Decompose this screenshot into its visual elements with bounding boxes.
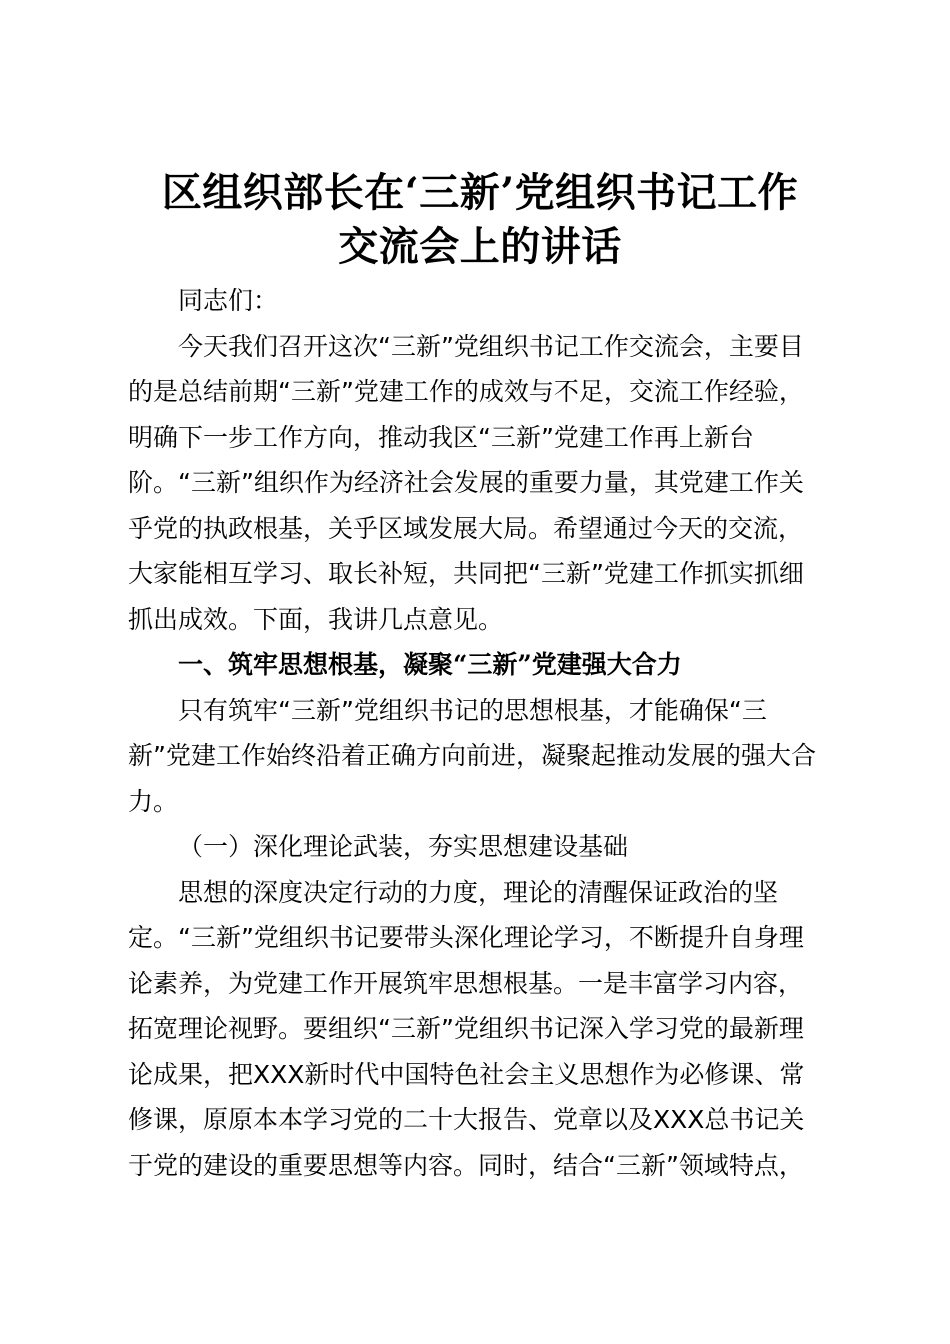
body-line: 的是总结前期“三新”党建工作的成效与不足，交流工作经验， <box>128 377 804 406</box>
body-line: 大家能相互学习、取长补短，共同把“三新”党建工作抓实抓细 <box>128 559 804 588</box>
body-line: 明确下一步工作方向，推动我区“三新”党建工作再上新台 <box>128 422 754 452</box>
title-line-2: 交流会上的讲话 <box>338 223 622 270</box>
body-line: 新”党建工作始终沿着正确方向前进，凝聚起推动发展的强大合 <box>128 741 816 770</box>
document-body <box>128 278 832 1188</box>
body-line: 论成果，把XXX新时代中国特色社会主义思想作为必修课、常 <box>128 1059 805 1089</box>
body-line: 修课，原原本本学习党的二十大报告、党章以及XXX总书记关 <box>128 1105 805 1134</box>
body-line: 今天我们召开这次“三新”党组织书记工作交流会，主要目 <box>178 331 804 361</box>
body-line: 思想的深度决定行动的力度，理论的清醒保证政治的坚 <box>178 877 779 907</box>
body-line: 拓宽理论视野。要组织“三新”党组织书记深入学习党的最新理 <box>128 1014 804 1043</box>
document-title <box>128 166 832 274</box>
section-heading: 一、筑牢思想根基，凝聚“三新”党建强大合力 <box>178 650 682 679</box>
body-line: 定。“三新”党组织书记要带头深化理论学习，不断提升自身理 <box>128 923 804 952</box>
salutation: 同志们： <box>178 286 279 315</box>
body-line: 于党的建设的重要思想等内容。同时，结合“三新”领域特点， <box>128 1150 804 1180</box>
body-line: 力。 <box>128 786 179 816</box>
title-line-1: 区组织部长在‘三新’党组织书记工作 <box>161 169 799 216</box>
body-line: 抓出成效。下面，我讲几点意见。 <box>128 604 504 634</box>
subsection-heading: （一）深化理论武装，夯实思想建设基础 <box>178 832 629 861</box>
body-line: 阶。“三新”组织作为经济社会发展的重要力量，其党建工作关 <box>128 468 804 497</box>
body-line: 论素养，为党建工作开展筑牢思想根基。一是丰富学习内容， <box>128 968 804 998</box>
body-line: 只有筑牢“三新”党组织书记的思想根基，才能确保“三 <box>178 695 767 725</box>
body-line: 乎党的执政根基，关乎区域发展大局。希望通过今天的交流， <box>128 513 804 543</box>
